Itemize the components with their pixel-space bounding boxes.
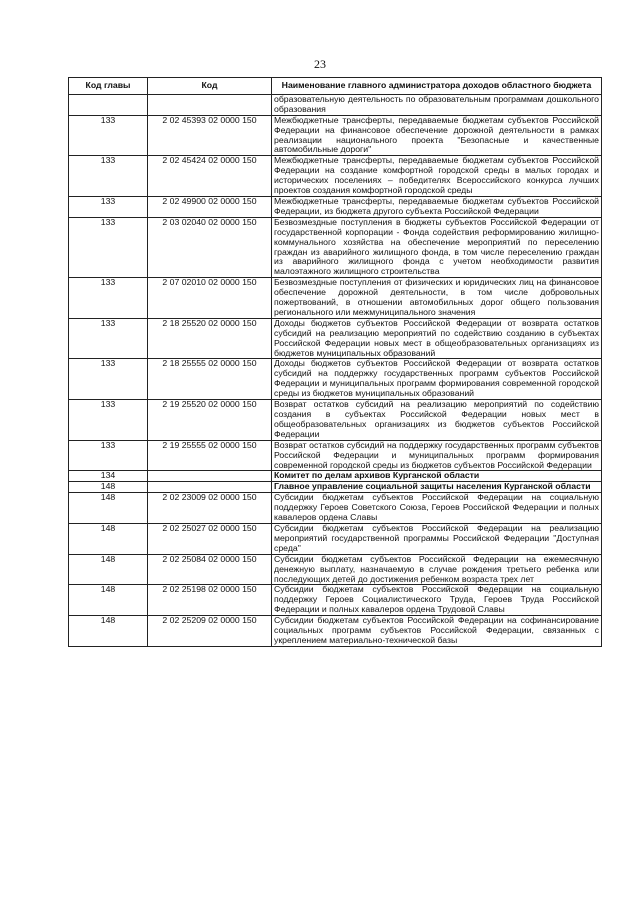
row-code: 2 02 45424 02 0000 150 <box>148 156 272 197</box>
row-head-code: 148 <box>69 554 148 585</box>
row-head-code: 133 <box>69 115 148 156</box>
row-code: 2 03 02040 02 0000 150 <box>148 217 272 277</box>
row-head-code: 133 <box>69 400 148 441</box>
row-administrator-name: Межбюджетные трансферты, передаваемые бюджетам субъектов Российской Федерации на создание комфортной городской среды в малых городах и исторических поселениях – победителях Всероссийского конкурса лучших проектов создания комфортной городской среды <box>272 156 602 197</box>
table-row <box>69 115 602 156</box>
row-code: 2 19 25520 02 0000 150 <box>148 400 272 441</box>
table-row <box>69 493 602 524</box>
row-code: 2 18 25555 02 0000 150 <box>148 359 272 400</box>
table-row <box>69 471 602 482</box>
table-row <box>69 278 602 319</box>
table-row <box>69 359 602 400</box>
row-administrator-name: Субсидии бюджетам субъектов Российской Федерации на социальную поддержку Героев Социалистического Труда, Героев Труда Российской Федерации и полных кавалеров ордена Трудовой Славы <box>272 585 602 616</box>
row-head-code <box>69 94 148 115</box>
row-administrator-name: Доходы бюджетов субъектов Российской Федерации от возврата остатков субсидий на реализацию мероприятий по содействию созданию в субъектах Российской Федерации новых мест в общеобразовательных организациях из бюджетов муниципальных образований <box>272 318 602 359</box>
row-administrator-name: Доходы бюджетов субъектов Российской Федерации от возврата остатков субсидий на поддержку государственных программ субъектов Российской Федерации и муниципальных программ формирования современной городской среды из бюджетов муниципальных образований <box>272 359 602 400</box>
row-head-code: 148 <box>69 616 148 647</box>
table-row <box>69 217 602 277</box>
row-head-code: 134 <box>69 471 148 482</box>
row-administrator-name: Межбюджетные трансферты, передаваемые бюджетам субъектов Российской Федерации, из бюджета другого субъекта Российской Федерации <box>272 196 602 217</box>
table-row <box>69 94 602 115</box>
row-head-code: 133 <box>69 278 148 319</box>
row-code <box>148 94 272 115</box>
row-administrator-name: Возврат остатков субсидий на поддержку государственных программ субъектов Российской Федерации и муниципальных программ формирования современной городской среды из бюджетов субъектов Российской Федерации <box>272 440 602 471</box>
revenue-administrators-table <box>68 77 602 647</box>
header-head-code: Код главы <box>69 78 148 95</box>
row-administrator-name: Комитет по делам архивов Курганской области <box>272 471 602 482</box>
row-code: 2 02 45393 02 0000 150 <box>148 115 272 156</box>
row-head-code: 133 <box>69 440 148 471</box>
row-head-code: 133 <box>69 359 148 400</box>
table-row <box>69 585 602 616</box>
row-administrator-name: образовательную деятельность по образовательным программам дошкольного образования <box>272 94 602 115</box>
table-row <box>69 156 602 197</box>
row-head-code: 133 <box>69 318 148 359</box>
page-number: 23 <box>314 57 326 71</box>
row-administrator-name: Безвозмездные поступления в бюджеты субъектов Российской Федерации от государственной корпорации - Фонда содействия реформированию жилищно-коммунального хозяйства на обеспечение мероприятий по переселению граждан из аварийного жилищного фонда, в том числе переселению граждан из аварийного жилищного фонда с учетом необходимости развития малоэтажного жилищного строительства <box>272 217 602 277</box>
table-row <box>69 554 602 585</box>
row-code: 2 19 25555 02 0000 150 <box>148 440 272 471</box>
row-administrator-name: Возврат остатков субсидий на реализацию мероприятий по содействию создания в субъектах Российской Федерации новых мест в общеобразовательных организациях из бюджетов субъектов Российской Федерации <box>272 400 602 441</box>
row-administrator-name: Главное управление социальной защиты населения Курганской области <box>272 482 602 493</box>
header-administrator-name: Наименование главного администратора доходов областного бюджета <box>272 78 602 95</box>
row-code: 2 02 25084 02 0000 150 <box>148 554 272 585</box>
table-row <box>69 523 602 554</box>
table-header-row <box>69 78 602 95</box>
row-code: 2 02 25027 02 0000 150 <box>148 523 272 554</box>
row-code: 2 07 02010 02 0000 150 <box>148 278 272 319</box>
row-head-code: 133 <box>69 217 148 277</box>
row-administrator-name: Субсидии бюджетам субъектов Российской Федерации на реализацию мероприятий государственной программы Российской Федерации "Доступная среда" <box>272 523 602 554</box>
row-head-code: 133 <box>69 196 148 217</box>
table-row <box>69 318 602 359</box>
row-administrator-name: Межбюджетные трансферты, передаваемые бюджетам субъектов Российской Федерации на финансовое обеспечение дорожной деятельности в рамках реализации национального проекта "Безопасные и качественные автомобильные дороги" <box>272 115 602 156</box>
row-code: 2 02 25198 02 0000 150 <box>148 585 272 616</box>
row-administrator-name: Субсидии бюджетам субъектов Российской Федерации на софинансирование социальных программ субъектов Российской Федерации, связанных с укреплением материально-технической базы <box>272 616 602 647</box>
header-code: Код <box>148 78 272 95</box>
row-code: 2 02 49900 02 0000 150 <box>148 196 272 217</box>
row-code <box>148 482 272 493</box>
row-administrator-name: Субсидии бюджетам субъектов Российской Федерации на ежемесячную денежную выплату, назначаемую в случае рождения третьего ребенка или последующих детей до достижения ребенком возраста трех лет <box>272 554 602 585</box>
row-administrator-name: Субсидии бюджетам субъектов Российской Федерации на социальную поддержку Героев Советского Союза, Героев Российской Федерации и полных кавалеров ордена Славы <box>272 493 602 524</box>
table-row <box>69 400 602 441</box>
row-head-code: 148 <box>69 523 148 554</box>
row-code <box>148 471 272 482</box>
row-head-code: 133 <box>69 156 148 197</box>
table-row <box>69 482 602 493</box>
table-row <box>69 616 602 647</box>
table-row <box>69 196 602 217</box>
row-head-code: 148 <box>69 493 148 524</box>
row-administrator-name: Безвозмездные поступления от физических и юридических лиц на финансовое обеспечение дорожной деятельности, в том числе добровольных пожертвований, в отношении автомобильных дорог общего пользования регионального или межмуниципального значения <box>272 278 602 319</box>
row-code: 2 18 25520 02 0000 150 <box>148 318 272 359</box>
table-row <box>69 440 602 471</box>
row-code: 2 02 25209 02 0000 150 <box>148 616 272 647</box>
row-head-code: 148 <box>69 482 148 493</box>
row-code: 2 02 23009 02 0000 150 <box>148 493 272 524</box>
row-head-code: 148 <box>69 585 148 616</box>
